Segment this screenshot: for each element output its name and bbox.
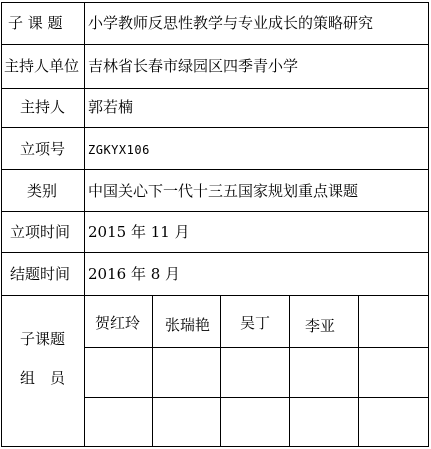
row-divider (1, 295, 429, 296)
value-end-date: 2016 年 8 月 (88, 265, 181, 283)
row-divider (1, 169, 429, 170)
member-column-divider (289, 295, 290, 447)
label-end-date: 结题时间 (10, 265, 71, 283)
member-row-divider (84, 397, 429, 398)
row-divider (1, 252, 429, 253)
member-name: 张瑞艳 (165, 316, 211, 334)
label-start-date: 立项时间 (10, 223, 71, 241)
label-members-line1: 子课题 (20, 330, 66, 348)
member-name: 贺红玲 (95, 314, 141, 332)
row-divider (1, 211, 429, 212)
member-name: 李亚 (305, 317, 336, 335)
row-divider (1, 88, 429, 89)
member-row-divider (84, 347, 429, 348)
value-host-unit: 吉林省长春市绿园区四季青小学 (88, 57, 299, 75)
member-name: 吴丁 (240, 314, 271, 332)
member-column-divider (220, 295, 221, 447)
label-host-unit: 主持人单位 (4, 57, 80, 75)
label-host: 主持人 (20, 98, 66, 116)
row-divider (1, 127, 429, 128)
label-column-divider (84, 2, 85, 447)
label-project-number: 立项号 (20, 140, 66, 158)
member-column-divider (152, 295, 153, 447)
label-subtopic: 子 课 题 (8, 14, 63, 32)
value-subtopic: 小学教师反思性教学与专业成长的策略研究 (88, 14, 374, 32)
member-column-divider (358, 295, 359, 447)
label-category: 类别 (27, 182, 58, 200)
label-members-line2: 组 员 (20, 369, 66, 387)
value-category: 中国关心下一代十三五国家规划重点课题 (88, 182, 359, 200)
value-project-number: ZGKYX106 (88, 143, 150, 157)
value-host: 郭若楠 (88, 98, 134, 116)
value-start-date: 2015 年 11 月 (88, 223, 190, 241)
row-divider (1, 44, 429, 45)
